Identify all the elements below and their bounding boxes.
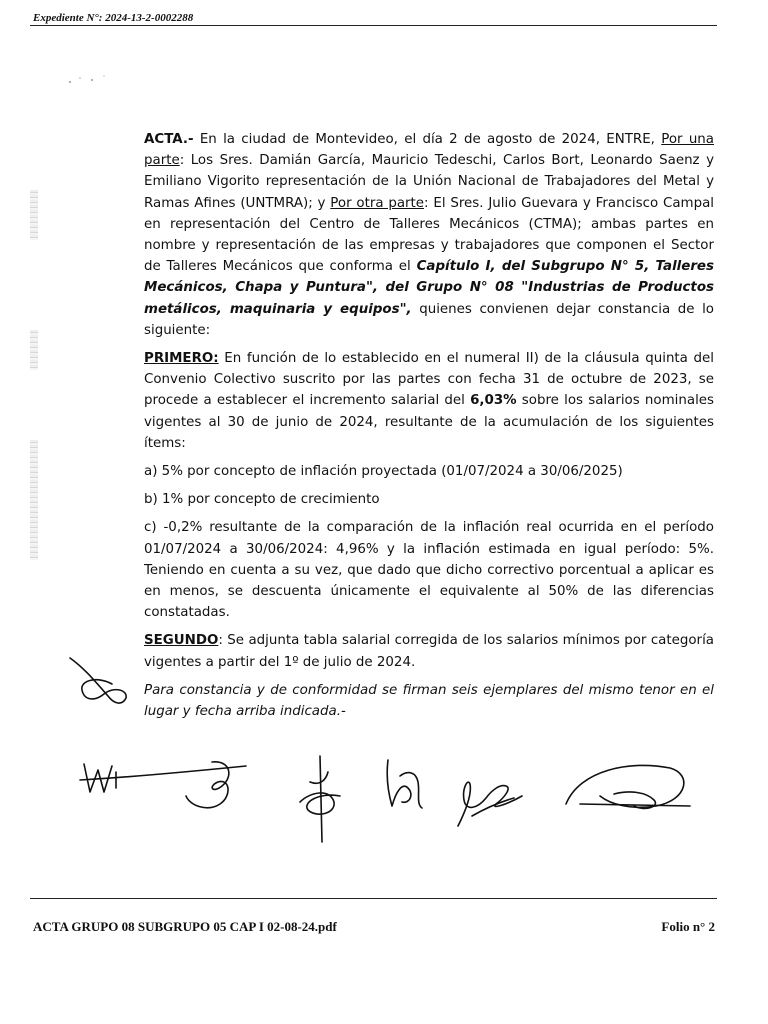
closing-paragraph: Para constancia y de conformidad se firman seis ejemplares del mismo tenor en el lugar y fecha arriba indicada.- [144, 682, 714, 720]
segundo-label: SEGUNDO [144, 633, 219, 649]
footer-rule [30, 898, 717, 899]
expediente-header: Expediente N°: 2024-13-2-0002288 [33, 12, 194, 24]
signature-6 [560, 760, 700, 820]
acta-text: quienes convienen dejar constancia de lo siguiente: [144, 301, 714, 338]
por-una-parte: Por una parte [144, 132, 714, 169]
primero-label: PRIMERO: [144, 351, 219, 367]
item-c: c) -0,2% resultante de la comparación de la inflación real ocurrida en el período 01/07/2024 a 30/06/2024: 4,96% y la inflación estimada en igual período: 5%. Teniendo en cuenta a su vez, que dado que dicho correctivo porcentual a aplicar es en menos, se descuenta únicamente el equivalente al 50% de las diferencias constatadas. [144, 520, 714, 621]
footer-filename: ACTA GRUPO 08 SUBGRUPO 05 CAP I 02-08-24.pdf [33, 919, 337, 934]
segundo-paragraph [144, 630, 714, 672]
primero-text: sobre los salarios nominales vigentes al 30 de junio de 2024, resultante de la acumulación de los siguientes ítems: [144, 393, 715, 451]
signature-3 [290, 752, 350, 846]
item-a: a) 5% por concepto de inflación proyectada (01/07/2024 a 30/06/2025) [144, 464, 623, 480]
scan-edge-mark [30, 330, 38, 370]
acta-text: : Los Sres. Damián García, Mauricio Tedeschi, Carlos Bort, Leonardo Saenz y Emiliano Vigorito representación de la Unión Nacional de Trabajadores del Metal y Ramas Afines (UNTMRA); y [144, 153, 714, 211]
header-rule [30, 25, 717, 26]
scan-edge-mark [30, 190, 38, 240]
document-body [144, 129, 714, 729]
acta-text: : El Sres. Julio Guevara y Francisco Campal en representación del Centro de Talleres Mecánicos (CTMA); ambas partes en nombre y representación de las empresas y trabajadores que componen el Sector de Talleres Mecánicos que conforma el [144, 195, 715, 275]
item-b: b) 1% por concepto de crecimiento [144, 492, 380, 508]
signature-4 [376, 752, 436, 816]
grupo-name: Capítulo I, del Subgrupo N° 5, Talleres Mecánicos, Chapa y Puntura", del Grupo N° 08 "Industrias de Productos metálicos, maquinaria y equipos", [144, 259, 714, 317]
scan-edge-mark [30, 440, 38, 560]
signature-2 [178, 756, 248, 816]
footer-folio: Folio n° 2 [661, 919, 715, 934]
signature-5 [452, 768, 532, 832]
scan-speck [66, 70, 116, 90]
primero-paragraph [144, 348, 714, 454]
por-otra-parte: Por otra parte [330, 195, 425, 211]
signature-left-margin [64, 650, 134, 710]
segundo-text: : Se adjunta tabla salarial corregida de los salarios mínimos por categoría vigentes a partir del 1º de julio de 2024. [144, 633, 714, 670]
acta-label: ACTA.- [144, 132, 194, 147]
primero-text: En función de lo establecido en el numeral II) de la cláusula quinta del Convenio Colectivo suscrito por las partes con fecha 31 de octubre de 2023, se procede a establecer el incremento salarial del [144, 351, 714, 409]
increment-percentage: 6,03% [470, 393, 517, 409]
acta-paragraph [144, 129, 714, 341]
acta-text: En la ciudad de Montevideo, el día 2 de agosto de 2024, ENTRE, [193, 132, 662, 147]
